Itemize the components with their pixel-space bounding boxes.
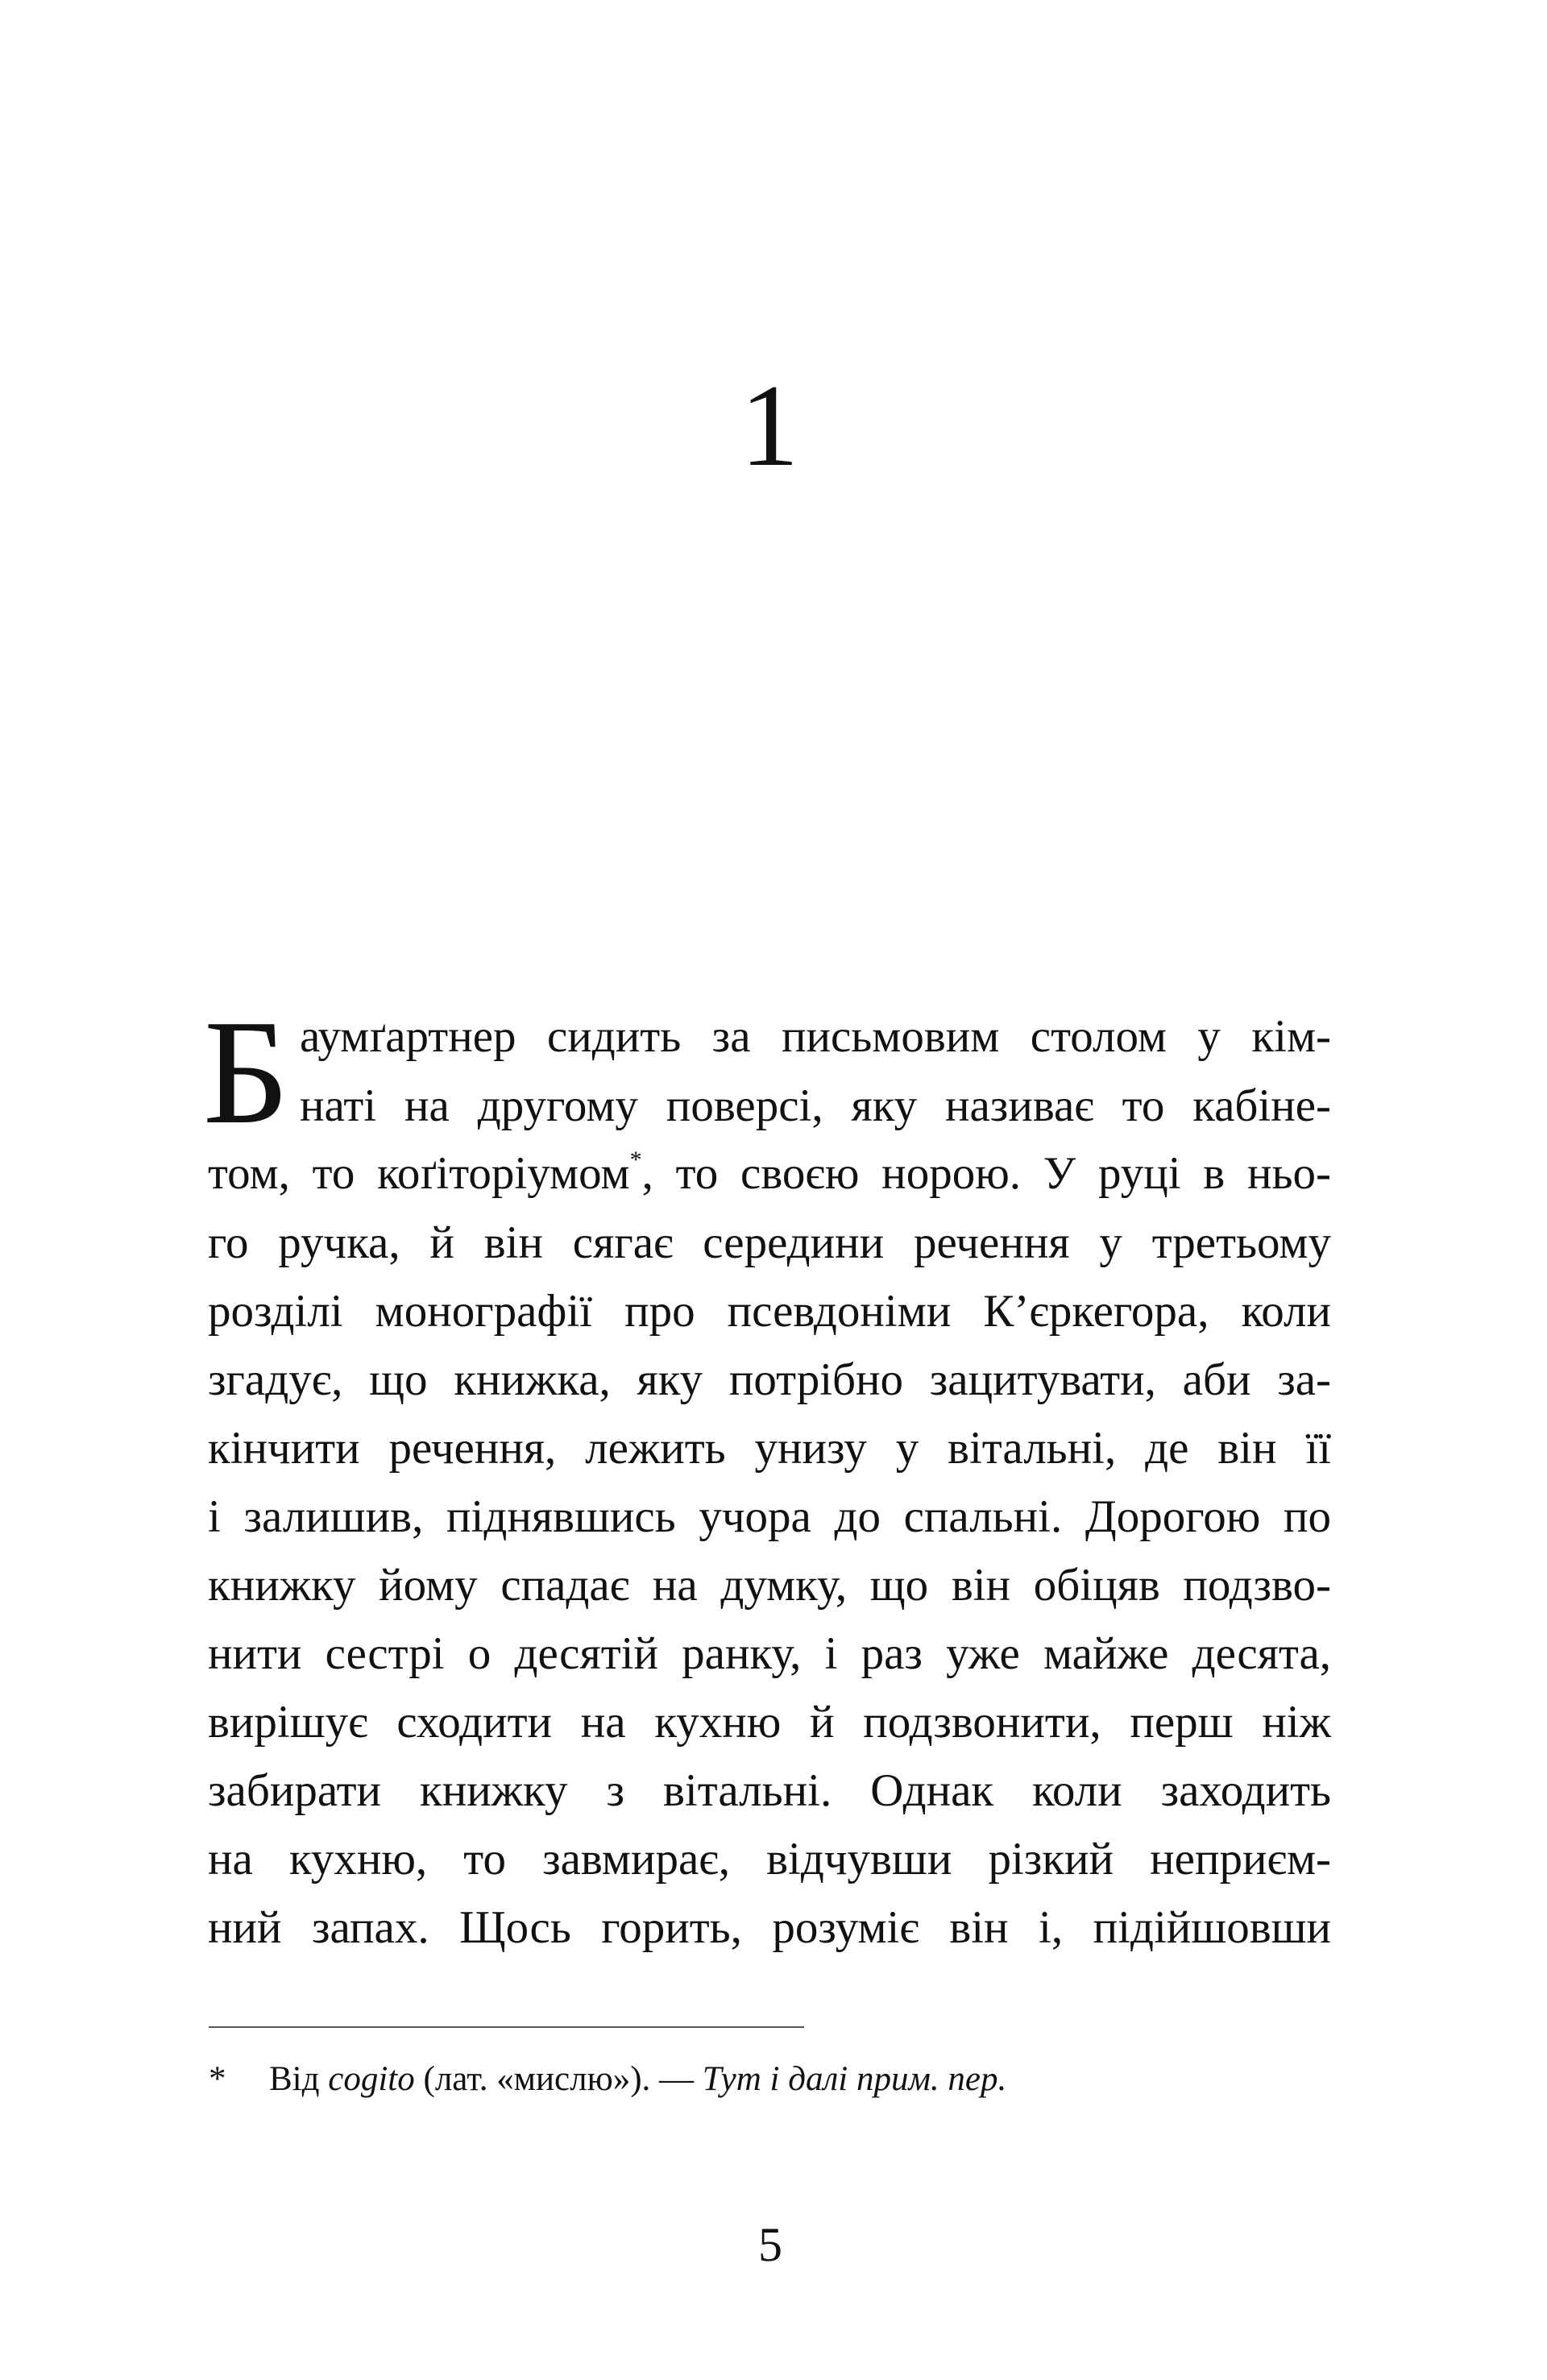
footnote-rule [209, 2026, 804, 2028]
footnote-marker: * [209, 2060, 226, 2098]
text-line: аумґартнер сидить за письмовим столом у кім- [300, 1011, 1331, 1062]
chapter-number: 1 [740, 360, 799, 491]
text-line: наті на другому поверсі, яку називає то кабіне- [300, 1080, 1331, 1131]
text-line: розділі монографії про псевдоніми К’єркегора, коли [208, 1286, 1331, 1337]
drop-cap: Б [203, 989, 289, 1155]
text-line-footnote [208, 1146, 1331, 1202]
footnote-translator-note: Тут і далі прим. пер. [702, 2060, 1007, 2098]
text-line: кінчити речення, лежить унизу у вітальні, де він її [208, 1423, 1331, 1474]
footnote-prefix: Від [269, 2060, 329, 2098]
text-line: і залишив, піднявшись учора до спальні. Дорогою по [208, 1491, 1331, 1542]
text-line: згадує, що книжка, яку потрібно зацитувати, аби за- [208, 1354, 1331, 1405]
text-line-part: том, то коґіторіумом [208, 1148, 630, 1199]
text-line-part: , то своєю норою. У руці в ньо- [641, 1148, 1331, 1199]
footnote-text [269, 2059, 1006, 2100]
text-line: го ручка, й він сягає середини речення у третьому [208, 1217, 1331, 1268]
footnote-latin-word: cogito [328, 2060, 415, 2098]
footnote-middle: (лат. «мислю»). — [414, 2060, 703, 2098]
text-line: вирішує сходити на кухню й подзвонити, перш ніж [208, 1697, 1331, 1748]
text-line: забирати книжку з вітальні. Однак коли заходить [208, 1765, 1331, 1816]
text-line: на кухню, то завмирає, відчувши різкий неприєм- [208, 1834, 1331, 1885]
text-line: нити сестрі о десятій ранку, і раз уже майже десята, [208, 1628, 1331, 1679]
footnote-reference[interactable]: * [629, 1146, 642, 1173]
text-line: книжку йому спадає на думку, що він обіцяв подзво- [208, 1560, 1331, 1611]
text-line: ний запах. Щось горить, розуміє він і, підійшовши [208, 1902, 1331, 1953]
page-number: 5 [758, 2218, 782, 2271]
